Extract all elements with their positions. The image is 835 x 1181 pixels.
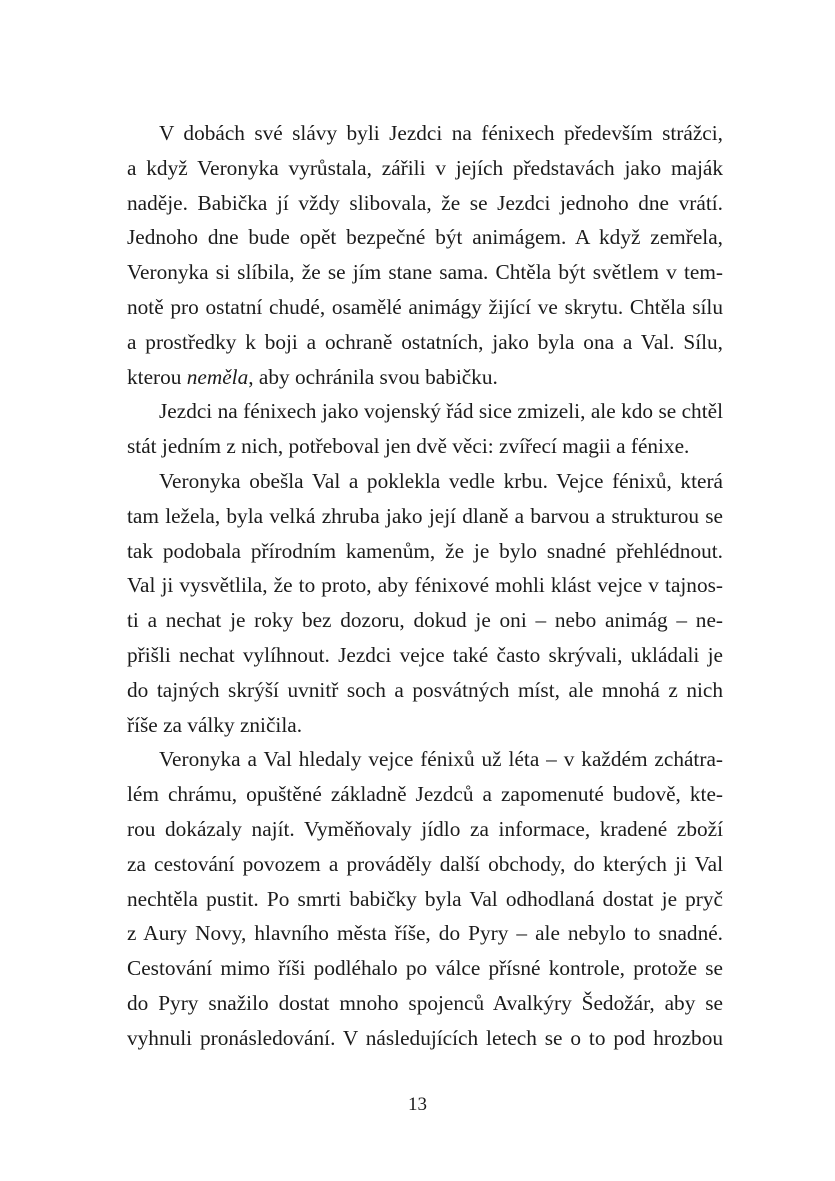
text-line: lém chrámu, opuštěné základně Jezdců a zapomenuté budově, kte- — [127, 782, 723, 807]
text-line: Val ji vysvětlila, že to proto, aby fénixové mohli klást vejce v tajnos- — [127, 573, 723, 598]
text-line: rou dokázaly najít. Vyměňovaly jídlo za informace, kradené zboží — [127, 816, 723, 841]
body-text — [127, 116, 723, 1056]
text-line: tam ležela, byla velká zhruba jako její dlaně a barvou a strukturou se — [127, 503, 723, 528]
text-line: Jednoho dne bude opět bezpečné být animágem. A když zemřela, — [127, 225, 723, 250]
text-line: Jezdci na fénixech jako vojenský řád sice zmizeli, ale kdo se chtěl — [159, 399, 723, 424]
text-line: říše za války zničila. — [127, 712, 303, 737]
text-line — [127, 360, 723, 395]
text-line: notě pro ostatní chudé, osamělé animágy žijící ve skrytu. Chtěla sílu — [127, 294, 723, 319]
text-line: a prostředky k boji a ochraně ostatních, jako byla ona a Val. Sílu, — [127, 329, 723, 354]
text-fragment: , aby ochránila svou babičku. — [248, 364, 498, 389]
text-line: přišli nechat vylíhnout. Jezdci vejce také často skrývali, ukládali je — [127, 642, 723, 667]
text-line: z Aury Novy, hlavního města říše, do Pyry – ale nebylo to snadné. — [127, 921, 723, 946]
text-line: Cestování mimo říši podléhalo po válce přísné kontrole, protože se — [127, 956, 723, 981]
text-line: V dobách své slávy byli Jezdci na fénixech především strážci, — [159, 121, 723, 145]
text-line: Veronyka si slíbila, že se jím stane sama. Chtěla být světlem v tem- — [127, 260, 723, 285]
text-line: Veronyka obešla Val a poklekla vedle krbu. Vejce fénixů, která — [159, 468, 723, 493]
text-line: za cestování povozem a prováděly další obchody, do kterých ji Val — [127, 851, 723, 876]
page-number: 13 — [408, 1094, 427, 1115]
text-fragment: kterou — [127, 364, 187, 389]
text-line: a když Veronyka vyrůstala, zářili v jejích představách jako maják — [127, 155, 723, 180]
text-line: stát jedním z nich, potřeboval jen dvě věci: zvířecí magii a fénixe. — [127, 434, 690, 459]
text-line: Veronyka a Val hledaly vejce fénixů už léta – v každém zchátra- — [159, 747, 723, 772]
text-line: tak podobala přírodním kamenům, že je bylo snadné přehlédnout. — [127, 538, 723, 563]
emphasized-word: neměla — [186, 364, 249, 389]
text-line: do tajných skrýší uvnitř soch a posvátných míst, ale mnohá z nich — [127, 677, 723, 702]
text-line: vyhnuli pronásledování. V následujících letech se o to pod hrozbou — [127, 1025, 723, 1050]
text-line: ti a nechat je roky bez dozoru, dokud je oni – nebo animág – ne- — [127, 608, 723, 633]
text-line: naděje. Babička jí vždy slibovala, že se Jezdci jednoho dne vrátí. — [127, 190, 723, 215]
text-line: nechtěla pustit. Po smrti babičky byla Val odhodlaná dostat je pryč — [127, 886, 723, 911]
text-line: do Pyry snažilo dostat mnoho spojenců Avalkýry Šedožár, aby se — [127, 990, 723, 1015]
